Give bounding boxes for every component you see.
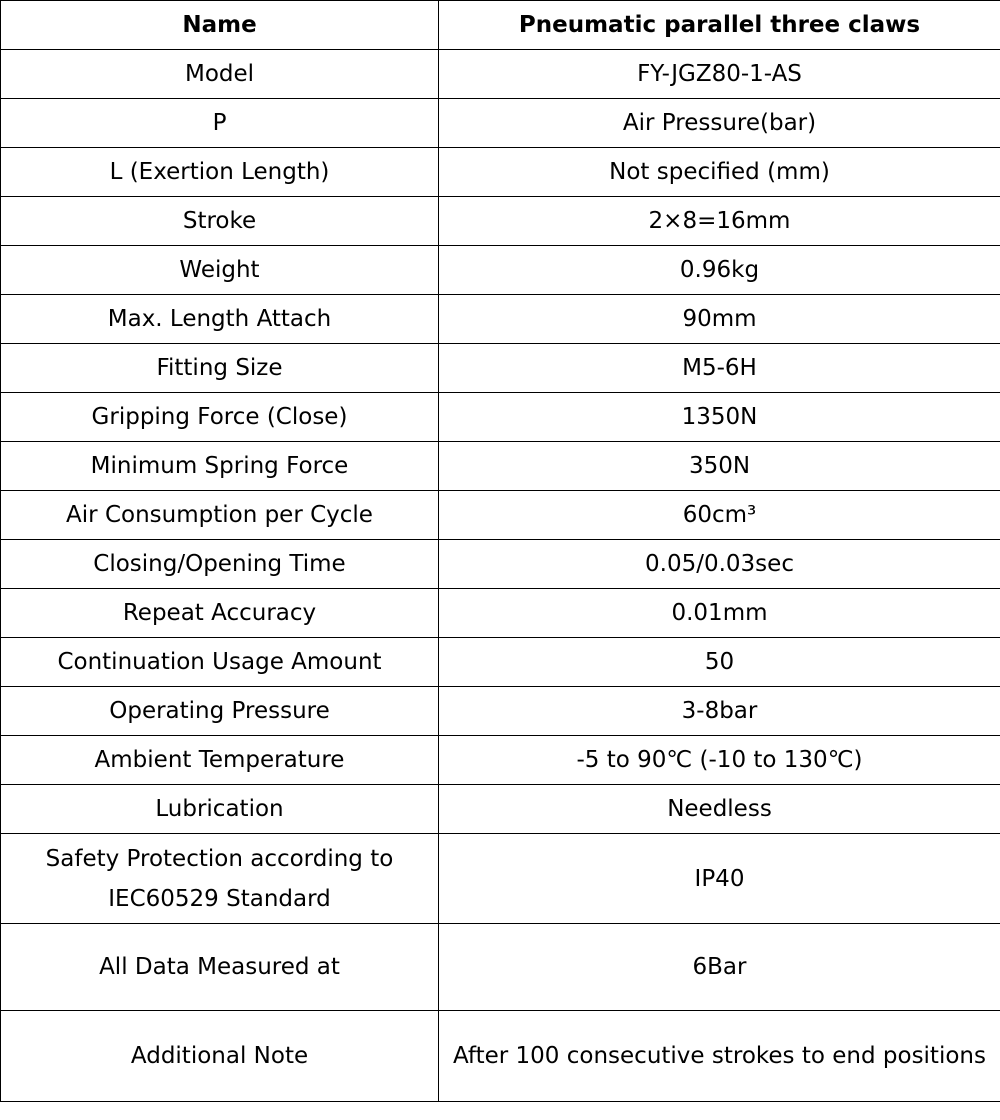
row-name: Continuation Usage Amount (1, 638, 439, 687)
table-row (1, 491, 1000, 540)
table-row (1, 197, 1000, 246)
row-name: Stroke (1, 197, 439, 246)
table-row (1, 540, 1000, 589)
table-row (1, 785, 1000, 834)
table-row (1, 344, 1000, 393)
row-name: L (Exertion Length) (1, 148, 439, 197)
header-value: Pneumatic parallel three claws (439, 1, 1000, 50)
table-row (1, 687, 1000, 736)
table-row (1, 246, 1000, 295)
table-row (1, 1011, 1000, 1102)
row-value: 0.01mm (439, 589, 1000, 638)
row-value: 0.05/0.03sec (439, 540, 1000, 589)
row-name: Operating Pressure (1, 687, 439, 736)
table-row (1, 834, 1000, 924)
row-value: -5 to 90℃ (-10 to 130℃) (439, 736, 1000, 785)
row-value: Not specified (mm) (439, 148, 1000, 197)
header-name: Name (1, 1, 439, 50)
row-value: 350N (439, 442, 1000, 491)
row-name: Lubrication (1, 785, 439, 834)
row-value: 50 (439, 638, 1000, 687)
row-value: IP40 (439, 834, 1000, 924)
row-name: Gripping Force (Close) (1, 393, 439, 442)
row-name: Max. Length Attach (1, 295, 439, 344)
table-row (1, 295, 1000, 344)
row-value: 2×8=16mm (439, 197, 1000, 246)
table-row (1, 924, 1000, 1011)
row-name: Additional Note (1, 1011, 439, 1102)
row-name: Safety Protection according to IEC60529 Standard (1, 834, 439, 924)
row-value: After 100 consecutive strokes to end positions (439, 1011, 1000, 1102)
row-name: All Data Measured at (1, 924, 439, 1011)
table-header-row (1, 1, 1000, 50)
row-name: Closing/Opening Time (1, 540, 439, 589)
row-name: P (1, 99, 439, 148)
row-name: Fitting Size (1, 344, 439, 393)
row-value: M5-6H (439, 344, 1000, 393)
table-row (1, 148, 1000, 197)
table-row (1, 99, 1000, 148)
table-row (1, 50, 1000, 99)
row-value: 0.96kg (439, 246, 1000, 295)
row-name: Weight (1, 246, 439, 295)
table-row (1, 638, 1000, 687)
row-name: Model (1, 50, 439, 99)
table-row (1, 442, 1000, 491)
row-name: Ambient Temperature (1, 736, 439, 785)
row-value: FY-JGZ80-1-AS (439, 50, 1000, 99)
row-value: 1350N (439, 393, 1000, 442)
row-value: Needless (439, 785, 1000, 834)
row-value: 90mm (439, 295, 1000, 344)
table-row (1, 589, 1000, 638)
table-row (1, 393, 1000, 442)
row-name: Minimum Spring Force (1, 442, 439, 491)
row-value: 6Bar (439, 924, 1000, 1011)
table-row (1, 736, 1000, 785)
row-value: 60cm³ (439, 491, 1000, 540)
row-value: 3-8bar (439, 687, 1000, 736)
row-name: Air Consumption per Cycle (1, 491, 439, 540)
row-name: Repeat Accuracy (1, 589, 439, 638)
row-value: Air Pressure(bar) (439, 99, 1000, 148)
